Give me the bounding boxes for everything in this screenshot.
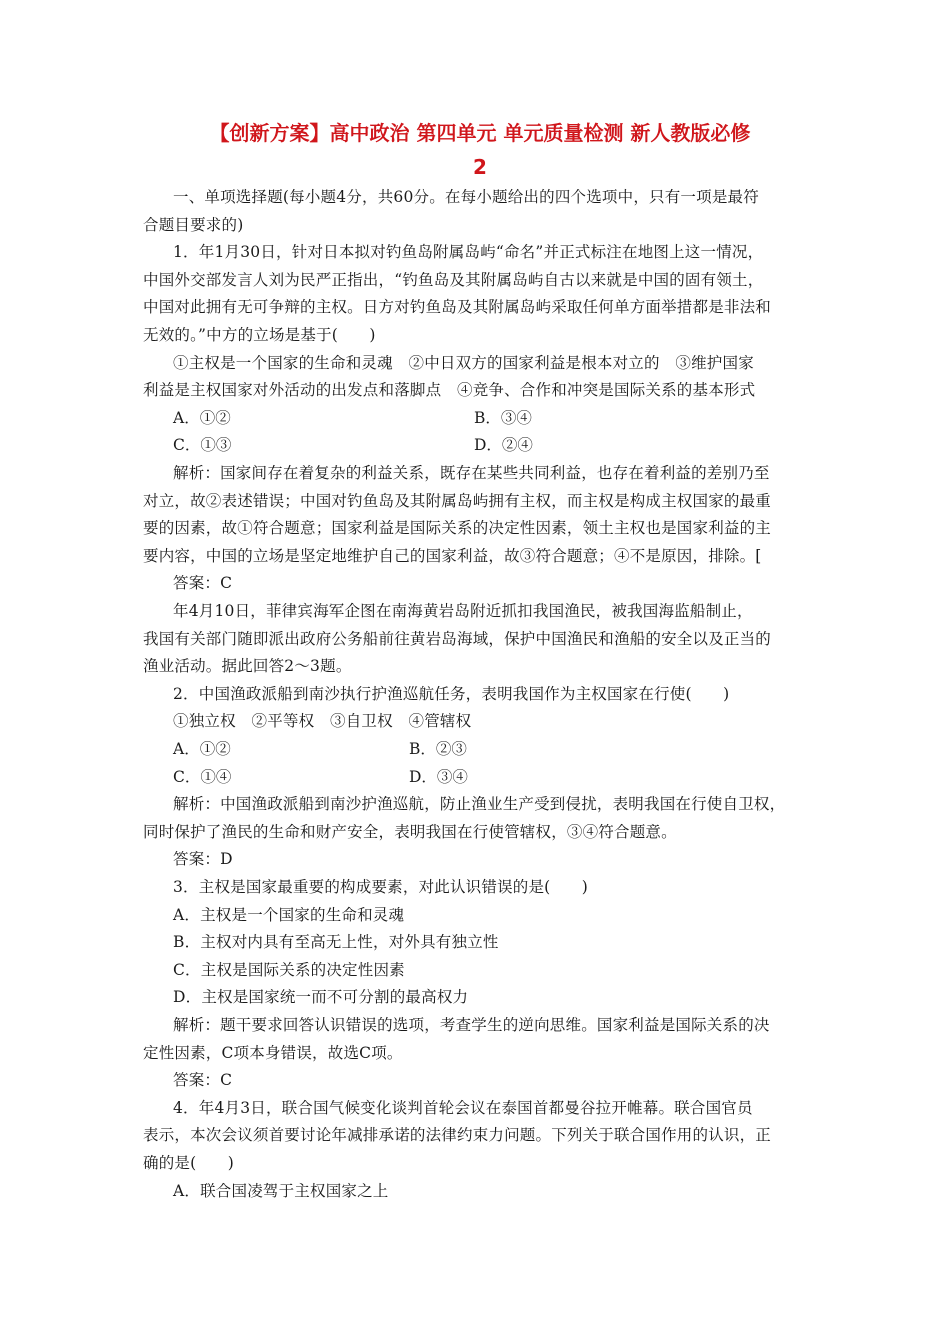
option-right: D．③④ (409, 767, 468, 786)
text-line: 要的因素，故①符合题意；国家利益是国际关系的决定性因素，领土主权也是国家利益的主 (143, 519, 772, 538)
text-line: 同时保护了渔民的生命和财产安全，表明我国在行使管辖权，③④符合题意。 (143, 822, 677, 841)
text-line: 确的是( ) (143, 1154, 234, 1172)
text-line: 中国外交部发言人刘为民严正指出，“钓鱼岛及其附属岛屿自古以来就是中国的固有领土， (143, 270, 764, 289)
text-line: 4．年4月3日，联合国气候变化谈判首轮会议在泰国首都曼谷拉开帷幕。联合国官员 (173, 1098, 753, 1117)
text-line: B．主权对内具有至高无上性，对外具有独立性 (173, 933, 499, 952)
text-line: A．主权是一个国家的生命和灵魂 (173, 905, 405, 924)
option-right: B．②③ (409, 740, 467, 758)
text-line: 一、单项选择题(每小题4分，共60分。在每小题给出的四个选项中，只有一项是最符 (173, 188, 759, 206)
document-title-line-1: 【创新方案】高中政治 第四单元 单元质量检测 新人教版必修 (209, 121, 751, 145)
text-line: 解析：国家间存在着复杂的利益关系，既存在某些共同利益，也存在着利益的差别乃至 (173, 464, 770, 482)
text-line: ①主权是一个国家的生命和灵魂 ②中日双方的国家利益是根本对立的 ③维护国家 (173, 353, 754, 372)
text-line: 答案：D (173, 850, 233, 869)
option-right: D．②④ (474, 436, 533, 455)
option-left: A．①② (173, 408, 231, 427)
text-line: 我国有关部门随即派出政府公务船前往黄岩岛海域，保护中国渔民和渔船的安全以及正当的 (143, 629, 772, 648)
option-right: B．③④ (474, 408, 532, 427)
text-line: 1．年1月30日，针对日本拟对钓鱼岛附属岛屿“命名”并正式标注在地图上这一情况， (173, 243, 764, 262)
document-title-line-2: 2 (473, 155, 487, 179)
text-line: 3．主权是国家最重要的构成要素，对此认识错误的是( ) (173, 878, 589, 896)
text-line: ①独立权 ②平等权 ③自卫权 ④管辖权 (173, 712, 472, 731)
text-line: 利益是主权国家对外活动的出发点和落脚点 ④竞争、合作和冲突是国际关系的基本形式 (143, 381, 756, 400)
text-line: 解析：中国渔政派船到南沙护渔巡航，防止渔业生产受到侵扰，表明我国在行使自卫权， (173, 795, 786, 814)
text-line: 年4月10日，菲律宾海军企图在南海黄岩岛附近抓扣我国渔民，被我国海监船制止， (173, 602, 753, 620)
text-line: 定性因素，C项本身错误，故选C项。 (143, 1043, 403, 1062)
text-line: A．联合国凌驾于主权国家之上 (173, 1181, 389, 1200)
text-line: C．主权是国际关系的决定性因素 (173, 960, 405, 979)
text-line: 对立，故②表述错误；中国对钓鱼岛及其附属岛屿拥有主权，而主权是构成主权国家的最重 (143, 491, 772, 510)
text-line: 答案：C (173, 574, 233, 593)
text-line: 答案：C (173, 1071, 233, 1090)
text-line: D．主权是国家统一而不可分割的最高权力 (173, 988, 469, 1007)
option-left: C．①③ (173, 436, 232, 455)
option-left: C．①④ (173, 767, 232, 786)
text-line: 渔业活动。据此回答2～3题。 (143, 657, 352, 676)
text-line: 2．中国渔政派船到南沙执行护渔巡航任务，表明我国作为主权国家在行使( ) (173, 684, 730, 703)
text-line: 表示，本次会议须首要讨论年减排承诺的法律约束力问题。下列关于联合国作用的认识，正 (143, 1126, 772, 1145)
option-left: A．①② (173, 740, 231, 758)
text-line: 中国对此拥有无可争辩的主权。日方对钓鱼岛及其附属岛屿采取任何单方面举措都是非法和 (143, 298, 772, 317)
text-line: 要内容，中国的立场是坚定地维护自己的国家利益，故③符合题意；④不是原因，排除。[ (143, 546, 762, 565)
text-line: 解析：题干要求回答认识错误的选项，考查学生的逆向思维。国家利益是国际关系的决 (173, 1016, 770, 1034)
text-line: 无效的。”中方的立场是基于( ) (143, 326, 376, 344)
text-line: 合题目要求的) (143, 215, 244, 234)
